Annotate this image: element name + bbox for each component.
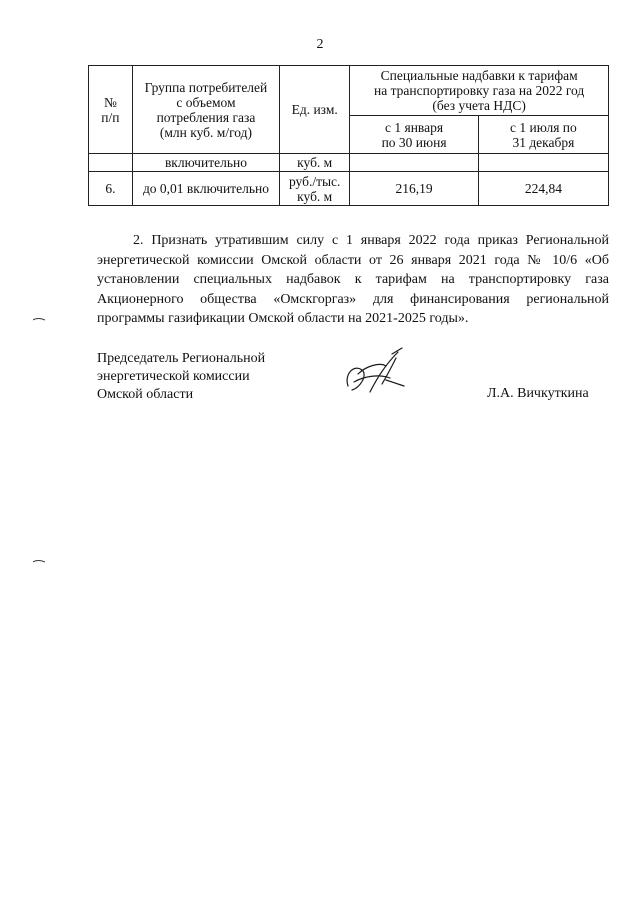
row-value-second	[478, 154, 608, 172]
row-unit: куб. м	[280, 154, 350, 172]
row-unit: руб./тыс. куб. м	[280, 172, 350, 206]
row-value-first	[350, 154, 479, 172]
header-unit: Ед. изм.	[280, 66, 350, 154]
row-consumer-group: включительно	[132, 154, 279, 172]
margin-mark	[33, 318, 45, 321]
page-number: 2	[316, 37, 324, 52]
row-consumer-group: до 0,01 включительно	[132, 172, 279, 206]
header-consumer-group: Группа потребителей с объемом потребления газа (млн куб. м/год)	[132, 66, 279, 154]
row-number	[89, 154, 133, 172]
margin-mark	[33, 560, 45, 563]
header-period-second-half: с 1 июля по 31 декабря	[478, 116, 608, 154]
table-row	[89, 172, 609, 206]
header-number: № п/п	[89, 66, 133, 154]
header-period-first-half: с 1 января по 30 июня	[350, 116, 479, 154]
order-paragraph: 2. Признать утратившим силу с 1 января 2022 года приказ Региональной энергетической комиссии Омской области от 26 января 2021 года № 10/6 «Об установлении специальных надбавок к тарифам на транспортировку газа Акционерного общества «Омскгоргаз» для финансирования региональной программы газификации Омской области на 2021-2025 годы».	[97, 233, 609, 326]
row-value-second: 224,84	[478, 172, 608, 206]
signatory-title	[97, 350, 265, 404]
signatory-title-line: энергетической комиссии	[97, 369, 250, 384]
surcharge-table	[88, 65, 609, 206]
row-number: 6.	[89, 172, 133, 206]
row-value-first: 216,19	[350, 172, 479, 206]
signatory-title-line: Председатель Региональной	[97, 351, 266, 366]
table-row	[89, 154, 609, 172]
table-header-row	[89, 66, 609, 116]
handwritten-signature	[340, 344, 410, 404]
header-surcharge: Специальные надбавки к тарифам на транспортировку газа на 2022 год (без учета НДС)	[350, 66, 609, 116]
signatory-title-line: Омской области	[97, 387, 194, 402]
signatory-name: Л.А. Вичкуткина	[487, 386, 589, 401]
